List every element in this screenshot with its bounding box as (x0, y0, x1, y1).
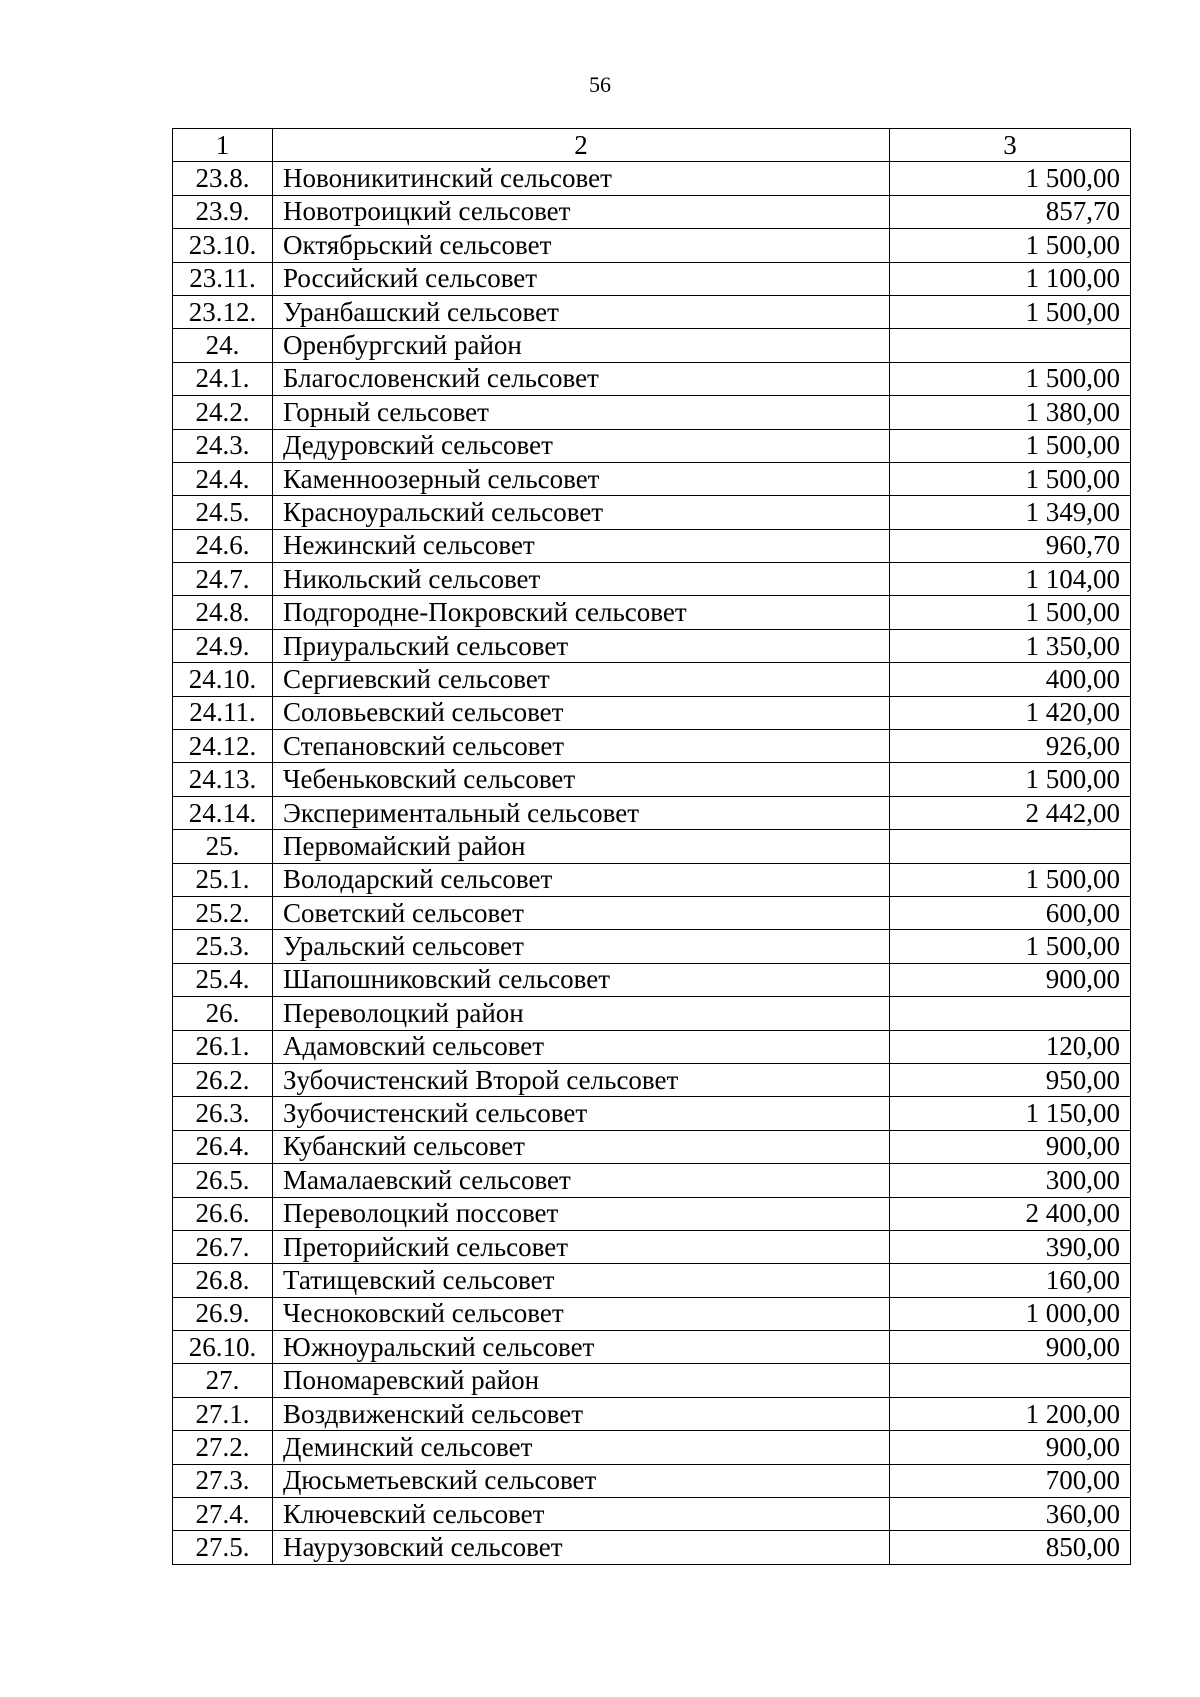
row-number: 24.10. (173, 663, 273, 696)
row-amount: 1 500,00 (890, 930, 1131, 963)
row-name: Степановский сельсовет (273, 730, 890, 763)
row-name: Переволоцкий район (273, 997, 890, 1030)
row-amount: 1 000,00 (890, 1297, 1131, 1330)
table-row (173, 596, 1131, 629)
row-number: 26.10. (173, 1331, 273, 1364)
row-number: 24.3. (173, 429, 273, 462)
table-row (173, 162, 1131, 195)
row-name: Уральский сельсовет (273, 930, 890, 963)
row-number: 24.9. (173, 629, 273, 662)
row-amount: 1 500,00 (890, 596, 1131, 629)
row-name: Соловьевский сельсовет (273, 696, 890, 729)
row-name: Зубочистенский сельсовет (273, 1097, 890, 1130)
table-row (173, 195, 1131, 228)
row-number: 24.8. (173, 596, 273, 629)
row-number: 25. (173, 830, 273, 863)
table-row (173, 696, 1131, 729)
row-number: 23.11. (173, 262, 273, 295)
row-name: Оренбургский район (273, 329, 890, 362)
row-name: Уранбашский сельсовет (273, 295, 890, 328)
row-amount: 2 442,00 (890, 796, 1131, 829)
table-row (173, 663, 1131, 696)
table-header-row (173, 129, 1131, 162)
row-number: 24.11. (173, 696, 273, 729)
row-amount: 1 420,00 (890, 696, 1131, 729)
row-name: Экспериментальный сельсовет (273, 796, 890, 829)
row-name: Ключевский сельсовет (273, 1498, 890, 1531)
page-number: 56 (589, 72, 611, 97)
table-body (173, 129, 1131, 1565)
row-amount: 926,00 (890, 730, 1131, 763)
row-number: 26.4. (173, 1130, 273, 1163)
row-amount: 1 500,00 (890, 763, 1131, 796)
row-name: Переволоцкий поссовет (273, 1197, 890, 1230)
table-row (173, 830, 1131, 863)
row-number: 27.5. (173, 1531, 273, 1564)
row-number: 26.3. (173, 1097, 273, 1130)
row-number: 27. (173, 1364, 273, 1397)
row-amount (890, 830, 1131, 863)
table-row (173, 429, 1131, 462)
row-number: 27.1. (173, 1397, 273, 1430)
row-amount (890, 329, 1131, 362)
table-row (173, 1230, 1131, 1263)
row-amount: 1 104,00 (890, 563, 1131, 596)
allocation-table (172, 128, 1131, 1565)
row-number: 26.7. (173, 1230, 273, 1263)
row-number: 26.6. (173, 1197, 273, 1230)
row-number: 24. (173, 329, 273, 362)
row-number: 24.7. (173, 563, 273, 596)
row-number: 26.2. (173, 1063, 273, 1096)
table-row (173, 229, 1131, 262)
row-number: 25.2. (173, 896, 273, 929)
row-number: 24.13. (173, 763, 273, 796)
row-amount: 1 350,00 (890, 629, 1131, 662)
column-header-number: 1 (173, 129, 273, 162)
table-row (173, 1063, 1131, 1096)
row-name: Сергиевский сельсовет (273, 663, 890, 696)
row-amount: 950,00 (890, 1063, 1131, 1096)
row-name: Пономаревский район (273, 1364, 890, 1397)
row-amount: 1 500,00 (890, 162, 1131, 195)
table-row (173, 963, 1131, 996)
table-row (173, 1498, 1131, 1531)
row-amount: 2 400,00 (890, 1197, 1131, 1230)
row-amount: 700,00 (890, 1464, 1131, 1497)
table-row (173, 1130, 1131, 1163)
row-amount: 1 200,00 (890, 1397, 1131, 1430)
table-row (173, 796, 1131, 829)
row-amount (890, 997, 1131, 1030)
row-name: Новотроицкий сельсовет (273, 195, 890, 228)
row-amount: 900,00 (890, 1331, 1131, 1364)
table-row (173, 930, 1131, 963)
row-amount: 1 500,00 (890, 429, 1131, 462)
row-name: Чебеньковский сельсовет (273, 763, 890, 796)
row-number: 24.1. (173, 362, 273, 395)
row-amount (890, 1364, 1131, 1397)
row-number: 25.1. (173, 863, 273, 896)
row-amount: 1 349,00 (890, 496, 1131, 529)
table-row (173, 1164, 1131, 1197)
row-amount: 300,00 (890, 1164, 1131, 1197)
row-name: Татищевский сельсовет (273, 1264, 890, 1297)
row-name: Зубочистенский Второй сельсовет (273, 1063, 890, 1096)
row-name: Преторийский сельсовет (273, 1230, 890, 1263)
row-amount: 960,70 (890, 529, 1131, 562)
row-name: Адамовский сельсовет (273, 1030, 890, 1063)
row-amount: 1 150,00 (890, 1097, 1131, 1130)
table-row (173, 763, 1131, 796)
row-name: Подгородне-Покровский сельсовет (273, 596, 890, 629)
row-name: Володарский сельсовет (273, 863, 890, 896)
row-name: Российский сельсовет (273, 262, 890, 295)
row-number: 26.5. (173, 1164, 273, 1197)
table-row (173, 997, 1131, 1030)
table-row (173, 1297, 1131, 1330)
row-name: Октябрьский сельсовет (273, 229, 890, 262)
row-number: 24.5. (173, 496, 273, 529)
row-amount: 900,00 (890, 963, 1131, 996)
table-row (173, 295, 1131, 328)
row-number: 26. (173, 997, 273, 1030)
row-amount: 160,00 (890, 1264, 1131, 1297)
row-number: 23.9. (173, 195, 273, 228)
row-amount: 1 500,00 (890, 462, 1131, 495)
row-number: 27.4. (173, 1498, 273, 1531)
table-row (173, 1531, 1131, 1564)
row-name: Южноуральский сельсовет (273, 1331, 890, 1364)
table-row (173, 1030, 1131, 1063)
row-amount: 1 500,00 (890, 362, 1131, 395)
row-number: 24.6. (173, 529, 273, 562)
row-name: Горный сельсовет (273, 396, 890, 429)
row-number: 23.10. (173, 229, 273, 262)
table-row (173, 462, 1131, 495)
row-name: Шапошниковский сельсовет (273, 963, 890, 996)
row-name: Деминский сельсовет (273, 1431, 890, 1464)
row-name: Приуральский сельсовет (273, 629, 890, 662)
row-name: Чесноковский сельсовет (273, 1297, 890, 1330)
table-row (173, 563, 1131, 596)
row-name: Дюсьметьевский сельсовет (273, 1464, 890, 1497)
table-row (173, 730, 1131, 763)
row-amount: 900,00 (890, 1431, 1131, 1464)
column-header-amount: 3 (890, 129, 1131, 162)
table-row (173, 1397, 1131, 1430)
row-amount: 857,70 (890, 195, 1131, 228)
table-row (173, 1197, 1131, 1230)
row-name: Благословенский сельсовет (273, 362, 890, 395)
row-name: Первомайский район (273, 830, 890, 863)
row-name: Наурузовский сельсовет (273, 1531, 890, 1564)
row-amount: 1 100,00 (890, 262, 1131, 295)
table-row (173, 1097, 1131, 1130)
row-number: 24.4. (173, 462, 273, 495)
row-number: 26.8. (173, 1264, 273, 1297)
table-row (173, 1364, 1131, 1397)
row-amount: 360,00 (890, 1498, 1131, 1531)
row-number: 25.4. (173, 963, 273, 996)
table-row (173, 262, 1131, 295)
row-name: Мамалаевский сельсовет (273, 1164, 890, 1197)
row-number: 26.9. (173, 1297, 273, 1330)
row-name: Дедуровский сельсовет (273, 429, 890, 462)
table-row (173, 629, 1131, 662)
table-row (173, 396, 1131, 429)
row-number: 24.14. (173, 796, 273, 829)
row-amount: 1 500,00 (890, 229, 1131, 262)
row-number: 24.12. (173, 730, 273, 763)
row-name: Новоникитинский сельсовет (273, 162, 890, 195)
row-amount: 120,00 (890, 1030, 1131, 1063)
row-name: Нежинский сельсовет (273, 529, 890, 562)
row-amount: 1 380,00 (890, 396, 1131, 429)
table-row (173, 863, 1131, 896)
row-name: Воздвиженский сельсовет (273, 1397, 890, 1430)
row-number: 27.2. (173, 1431, 273, 1464)
row-name: Каменноозерный сельсовет (273, 462, 890, 495)
row-name: Советский сельсовет (273, 896, 890, 929)
table-row (173, 496, 1131, 529)
table-row (173, 1331, 1131, 1364)
row-name: Никольский сельсовет (273, 563, 890, 596)
column-header-name: 2 (273, 129, 890, 162)
row-number: 26.1. (173, 1030, 273, 1063)
row-name: Кубанский сельсовет (273, 1130, 890, 1163)
table-row (173, 1431, 1131, 1464)
row-number: 23.12. (173, 295, 273, 328)
row-number: 24.2. (173, 396, 273, 429)
row-amount: 1 500,00 (890, 863, 1131, 896)
row-amount: 1 500,00 (890, 295, 1131, 328)
row-number: 27.3. (173, 1464, 273, 1497)
row-amount: 400,00 (890, 663, 1131, 696)
row-amount: 900,00 (890, 1130, 1131, 1163)
row-name: Красноуральский сельсовет (273, 496, 890, 529)
row-number: 23.8. (173, 162, 273, 195)
table-row (173, 1264, 1131, 1297)
table-row (173, 896, 1131, 929)
table-row (173, 529, 1131, 562)
row-number: 25.3. (173, 930, 273, 963)
row-amount: 390,00 (890, 1230, 1131, 1263)
row-amount: 850,00 (890, 1531, 1131, 1564)
table-row (173, 1464, 1131, 1497)
row-amount: 600,00 (890, 896, 1131, 929)
table-row (173, 329, 1131, 362)
table-row (173, 362, 1131, 395)
